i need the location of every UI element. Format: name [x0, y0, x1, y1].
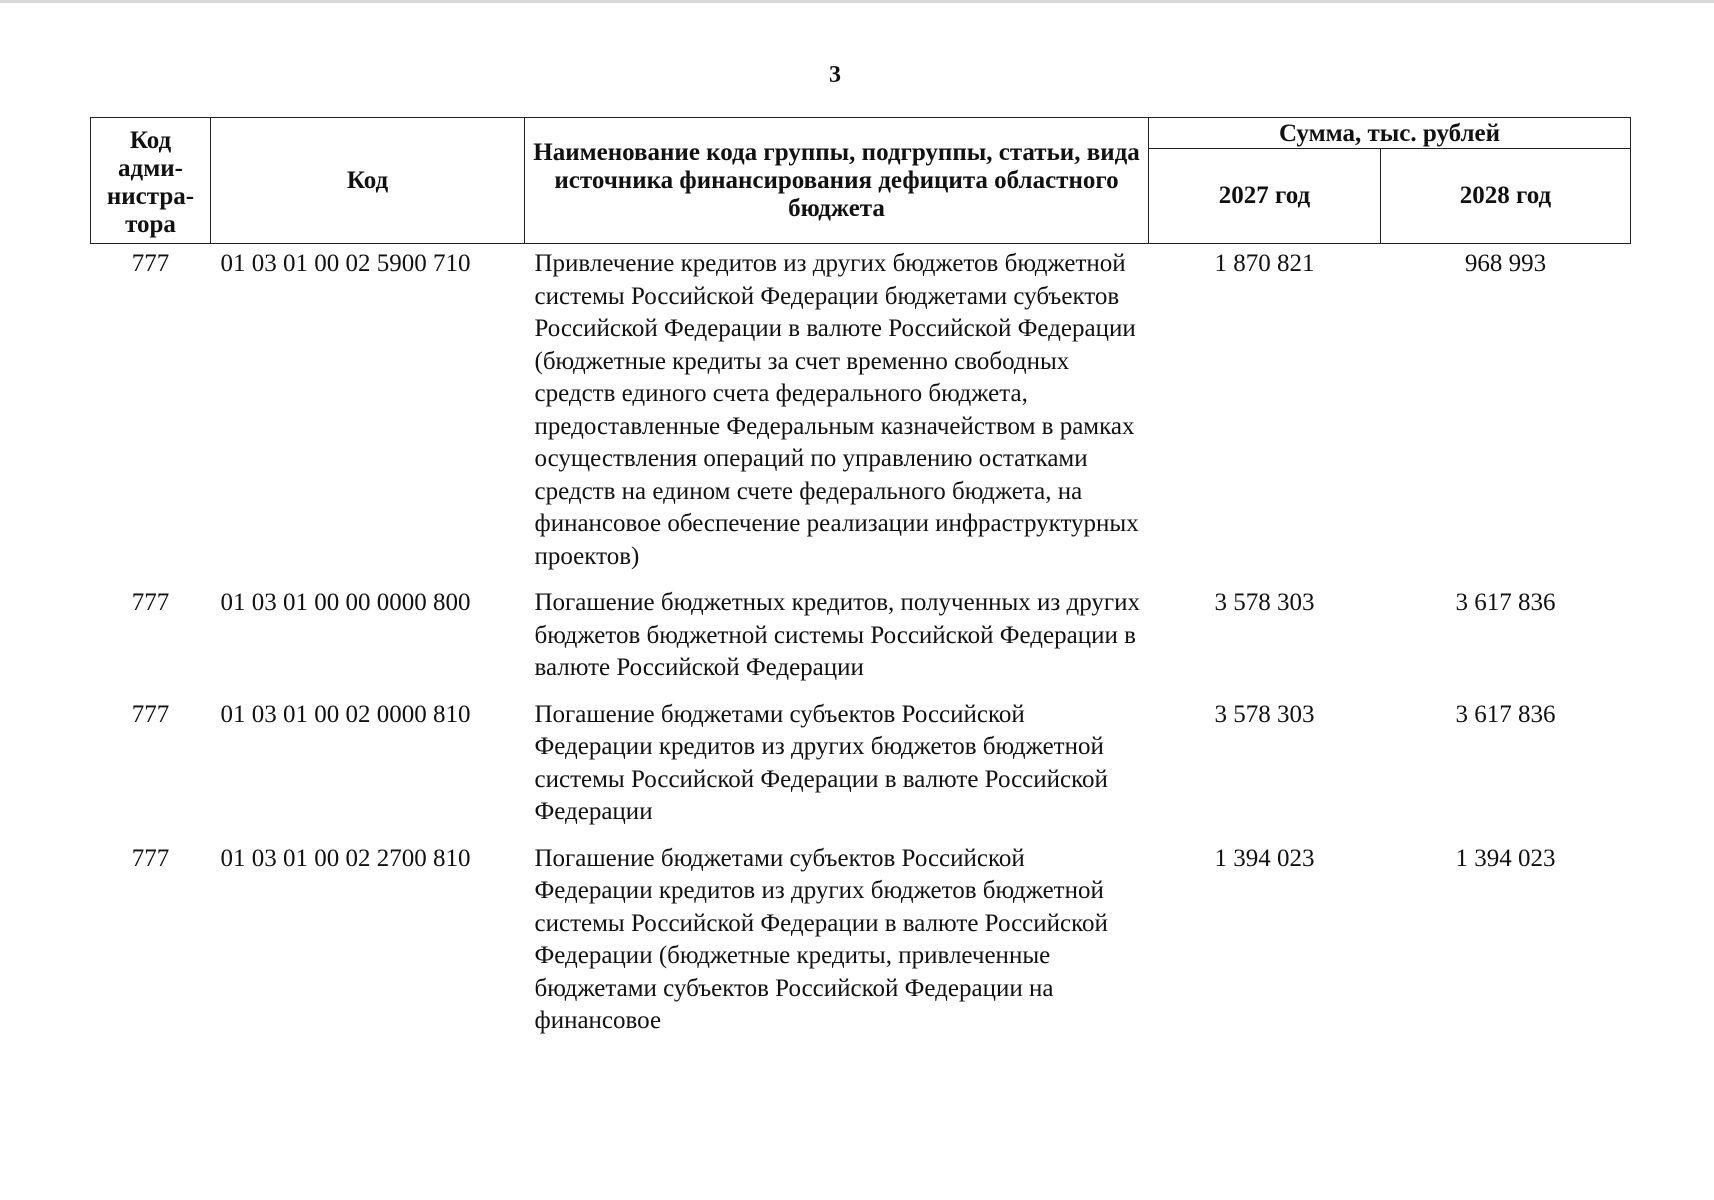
table-row — [91, 699, 1631, 843]
cell-code: 01 03 01 00 02 0000 810 — [220, 700, 471, 728]
cell-code: 01 03 01 00 02 2700 810 — [220, 844, 471, 872]
cell-name: Привлечение кредитов из других бюджетов бюджетной системы Российской Федерации бюджетами субъектов Российской Федерации в валюте Российской Федерации (бюджетные кредиты за счет временно свободных средств единого счета федерального бюджета, предоставленные Федеральным казначейством в рамках осуществления операций по управлению остатками средств на едином счете федерального бюджета, на финансовое обеспечение реализации инфраструктурных проектов) — [534, 250, 1139, 570]
cell-2027: 1 394 023 — [1214, 844, 1315, 872]
scan-edge — [0, 0, 1714, 3]
sources-table — [90, 117, 1631, 1052]
page-number: 3 — [829, 62, 841, 88]
cell-2028: 3 617 836 — [1455, 589, 1556, 616]
table-body — [91, 244, 1631, 1052]
table-row — [91, 587, 1631, 699]
cell-2027: 1 870 821 — [1214, 250, 1315, 277]
header-admin-code — [91, 118, 211, 244]
header-sum-group: Сумма, тыс. рублей — [1149, 118, 1631, 149]
table-header — [91, 118, 1631, 244]
header-year-2027: 2027 год — [1149, 149, 1381, 244]
header-year-2028: 2028 год — [1381, 149, 1631, 244]
cell-name: Погашение бюджетами субъектов Российской Федерации кредитов из других бюджетов бюджетной системы Российской Федерации в валюте Российской Федерации (бюджетные кредиты, привлеченные бюджетами субъектов Российской Федерации на финансовое — [534, 844, 1108, 1034]
cell-name: Погашение бюджетных кредитов, полученных из других бюджетов бюджетной системы Российской Федерации в валюте Российской Федерации — [534, 589, 1141, 681]
cell-2027: 3 578 303 — [1214, 589, 1315, 616]
cell-admin: 777 — [131, 700, 170, 728]
cell-admin: 777 — [131, 250, 170, 277]
table-row — [91, 244, 1631, 588]
header-code: Код — [211, 118, 525, 244]
cell-2028: 968 993 — [1464, 250, 1547, 277]
table-row — [91, 843, 1631, 1052]
cell-2028: 3 617 836 — [1455, 700, 1556, 728]
cell-name: Погашение бюджетами субъектов Российской Федерации кредитов из других бюджетов бюджетной системы Российской Федерации в валюте Российской Федерации — [534, 700, 1108, 825]
cell-admin: 777 — [131, 844, 170, 872]
cell-code: 01 03 01 00 02 5900 710 — [220, 250, 471, 277]
cell-2028: 1 394 023 — [1455, 844, 1556, 872]
cell-code: 01 03 01 00 00 0000 800 — [220, 589, 471, 616]
header-name: Наименование кода группы, подгруппы, статьи, вида источника финансирования дефицита областного бюджета — [525, 118, 1149, 244]
cell-admin: 777 — [131, 589, 170, 616]
header-admin-code-text: Код адми- нистра- тора — [106, 126, 195, 238]
cell-2027: 3 578 303 — [1214, 700, 1315, 728]
